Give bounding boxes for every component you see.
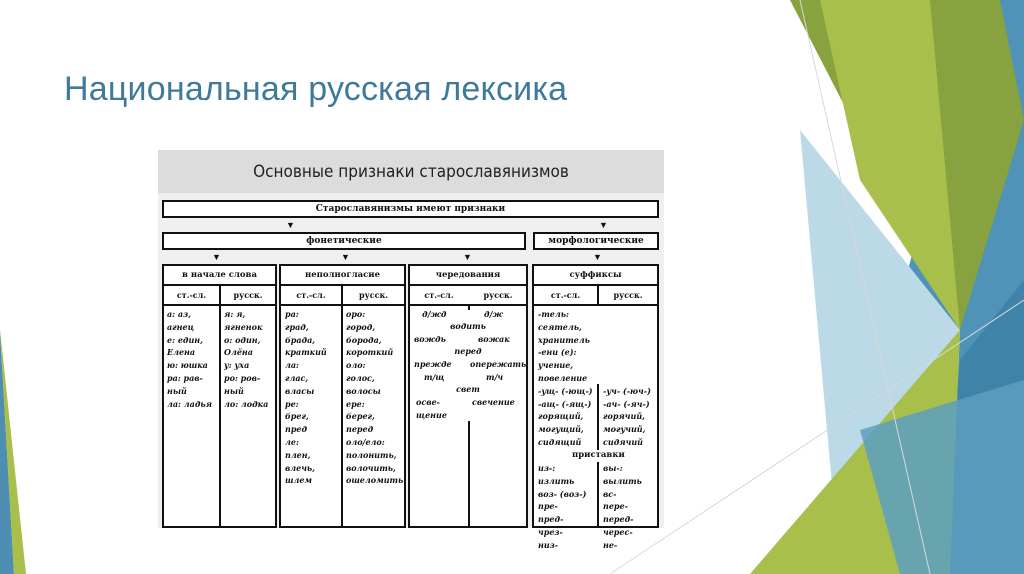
- scheme-title: Основные признаки старославянизмов: [253, 162, 569, 182]
- scheme-figure: [158, 150, 664, 550]
- alt-r5-left: осве- щение: [416, 397, 447, 420]
- subheader-left: ст.-сл.: [176, 290, 207, 300]
- arrow-icon: ▼: [463, 252, 472, 262]
- arrow-icon: ▼: [286, 220, 295, 230]
- suffix-right: -уч- (-юч-) -ач- (-яч-) горячий, могучий, сидячий: [603, 385, 651, 447]
- subheader-right: русск.: [233, 290, 263, 300]
- column-header: чередования: [410, 266, 526, 286]
- subheader-left: ст.-сл.: [424, 290, 454, 300]
- alt-r3-right: опережать: [470, 359, 527, 369]
- alt-r4-mid: свет: [456, 384, 480, 394]
- prefix-label: приставки: [572, 450, 625, 460]
- column-start: [162, 264, 277, 528]
- phonetic-box: [162, 232, 526, 250]
- prefix-left: из-: излить воз- (воз-) пре- пред- чрез- низ-: [538, 463, 587, 550]
- subheader-right: русск.: [358, 290, 389, 300]
- column-header: в начале слова: [164, 266, 275, 286]
- subheader-left: ст.-сл.: [550, 290, 581, 300]
- arrow-icon: ▼: [341, 252, 350, 262]
- cell-left: ра: град, брада, краткий ла: глас, власы ре: брег, пред ле: плен, влечь, шлем: [285, 309, 327, 486]
- alt-r1-left: д/жд: [422, 309, 447, 319]
- divider: [219, 286, 221, 526]
- arrow-icon: ▼: [212, 252, 221, 262]
- column-header: неполногласие: [281, 266, 404, 286]
- subheader-right: русск.: [613, 290, 643, 300]
- arrow-icon: ▼: [593, 252, 602, 262]
- cell-left: а: аз, агнец е: един, Елена ю: юшка ра: рав- ный ла: ладья: [167, 309, 213, 409]
- phonetic-label: фонетические: [306, 236, 382, 246]
- slide-title: Национальная русская лексика: [64, 70, 568, 108]
- divider: [468, 306, 470, 310]
- divider: [597, 462, 599, 526]
- column-nepolno: [279, 264, 406, 528]
- subheader-row: [410, 286, 526, 306]
- alt-r2-mid: перед: [454, 346, 482, 356]
- alt-r4-left: т/щ: [424, 372, 445, 382]
- alt-r2-right: вожак: [478, 334, 510, 344]
- divider: [597, 286, 599, 306]
- alt-r1-right: д/ж: [484, 309, 503, 319]
- alt-r5-right: свечение: [472, 397, 515, 407]
- subheader-row: [534, 286, 657, 306]
- divider: [597, 384, 599, 450]
- root-label: Старославянизмы имеют признаки: [315, 204, 506, 214]
- alt-r1-mid: водить: [450, 321, 486, 331]
- prefix-right: вы-: вылить вс- пере- перед- черес- не-: [603, 463, 642, 550]
- subheader-right: русск.: [483, 290, 513, 300]
- subheader-left: ст.-сл.: [296, 290, 326, 300]
- column-suffixes: [532, 264, 659, 550]
- divider: [341, 286, 343, 526]
- cell-right: я: я, ягненок о: один, Олёна у: уха ро: ров- ный ло: лодка: [224, 309, 269, 409]
- column-header: суффиксы: [534, 266, 657, 286]
- alt-r4-right: т/ч: [486, 372, 504, 382]
- suffix-left: -тель: сеятель, хранитель -ени (е): учение, повеление -ущ- (-ющ-) -ащ- (-ящ-) горящий, могущий, сидящий: [538, 309, 593, 447]
- scheme-header: [158, 150, 664, 193]
- root-box: [162, 200, 659, 218]
- cell-right: оро: город, борода, короткий оло: голос, волосы ере: берег, перед оло/ело: полонить, волочить, ошеломить: [346, 309, 404, 486]
- column-alternation: [408, 264, 528, 528]
- morph-label: морфологические: [548, 236, 644, 246]
- morph-box: [533, 232, 659, 250]
- alt-r2-left: вождь: [414, 334, 446, 344]
- divider: [468, 421, 470, 526]
- alt-r3-left: прежде: [414, 359, 452, 369]
- arrow-icon: ▼: [599, 220, 608, 230]
